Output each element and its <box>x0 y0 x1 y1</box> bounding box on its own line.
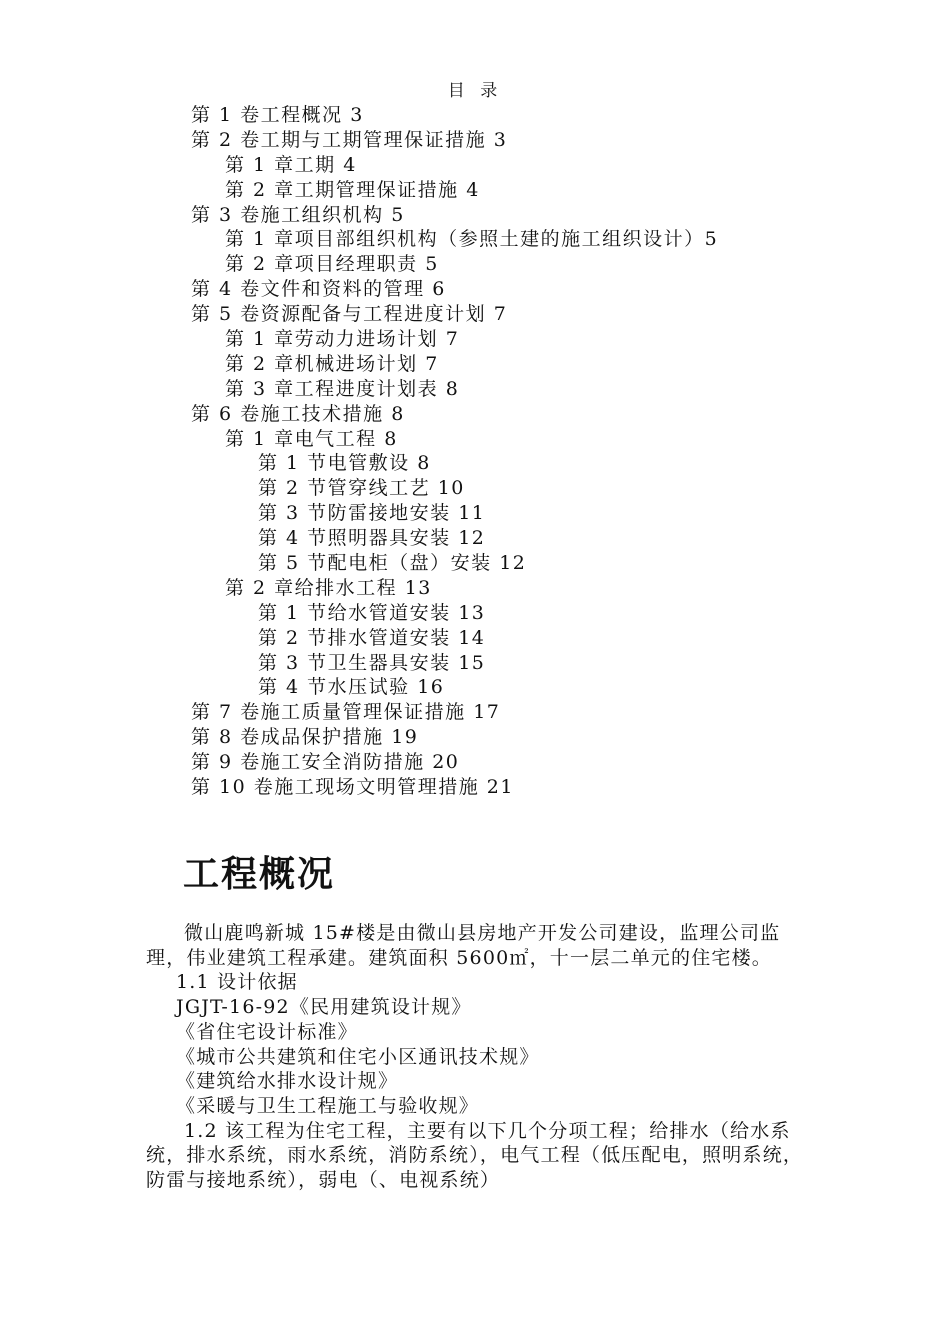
toc-entry[interactable]: 第 3 节卫生器具安装 15 <box>258 651 486 674</box>
toc-entry[interactable]: 第 2 章机械进场计划 7 <box>225 352 439 375</box>
toc-entry[interactable]: 第 1 节电管敷设 8 <box>258 452 431 475</box>
toc-entry[interactable]: 第 2 卷工期与工期管理保证措施 3 <box>191 128 508 151</box>
toc-entry[interactable]: 第 4 节水压试验 16 <box>258 676 445 699</box>
reference-item: 《城市公共建筑和住宅小区通讯技术规》 <box>176 1045 540 1068</box>
toc-entry[interactable]: 第 1 章项目部组织机构（参照土建的施工组织设计）5 <box>225 228 719 251</box>
toc-entry[interactable]: 第 4 卷文件和资料的管理 6 <box>191 278 446 301</box>
toc-entry[interactable]: 第 2 章工期管理保证措施 4 <box>225 178 480 201</box>
toc-entry[interactable]: 第 2 章项目经理职责 5 <box>225 253 439 276</box>
toc-entry[interactable]: 第 6 卷施工技术措施 8 <box>191 402 405 425</box>
toc-entry[interactable]: 第 3 节防雷接地安装 11 <box>258 502 486 525</box>
toc-entry[interactable]: 第 2 节排水管道安装 14 <box>258 626 486 649</box>
toc-entry[interactable]: 第 2 节管穿线工艺 10 <box>258 477 465 500</box>
toc-entry[interactable]: 第 10 卷施工现场文明管理措施 21 <box>191 776 514 799</box>
toc-title: 目 录 <box>447 81 503 101</box>
toc-entry[interactable]: 第 2 章给排水工程 13 <box>225 576 432 599</box>
toc-entry[interactable]: 第 9 卷施工安全消防措施 20 <box>191 751 460 774</box>
reference-item: 《建筑给水排水设计规》 <box>176 1070 399 1093</box>
toc-entry[interactable]: 第 7 卷施工质量管理保证措施 17 <box>191 701 501 724</box>
toc-entry[interactable]: 第 1 章工期 4 <box>225 153 357 176</box>
section-heading: 工程概况 <box>183 854 336 895</box>
toc-entry[interactable]: 第 4 节照明器具安装 12 <box>258 527 486 550</box>
scope-paragraph: 1.2 该工程为住宅工程，主要有以下几个分项工程；给排水（给水系统，排水系统，雨水系统，消防系统），电气工程（低压配电，照明系统，防雷与接地系统），弱电（、电视系统） <box>146 1119 804 1192</box>
reference-item: JGJT-16-92《民用建筑设计规》 <box>176 996 472 1019</box>
toc-entry[interactable]: 第 1 章电气工程 8 <box>225 427 398 450</box>
reference-item: 《省住宅设计标准》 <box>176 1020 358 1043</box>
toc-entry[interactable]: 第 3 卷施工组织机构 5 <box>191 203 405 226</box>
toc-entry[interactable]: 第 5 节配电柜（盘）安装 12 <box>258 552 527 575</box>
section-body <box>146 921 811 1193</box>
toc-entry[interactable]: 第 1 卷工程概况 3 <box>191 104 364 126</box>
reference-item: 《采暖与卫生工程施工与验收规》 <box>176 1094 480 1117</box>
toc-entry[interactable]: 第 1 章劳动力进场计划 7 <box>225 328 460 351</box>
toc-entry[interactable]: 第 8 卷成品保护措施 19 <box>191 726 419 749</box>
toc-entry[interactable]: 第 1 节给水管道安装 13 <box>258 601 486 624</box>
design-basis-title: 1.1 设计依据 <box>176 971 298 994</box>
table-of-contents <box>0 103 950 800</box>
toc-entry[interactable]: 第 3 章工程进度计划表 8 <box>225 377 460 400</box>
toc-entry[interactable]: 第 5 卷资源配备与工程进度计划 7 <box>191 303 508 326</box>
intro-paragraph: 微山鹿鸣新城 15#楼是由微山县房地产开发公司建设，监理公司监理，伟业建筑工程承建。建筑面积 5600㎡，十一层二单元的住宅楼。 <box>146 922 781 969</box>
